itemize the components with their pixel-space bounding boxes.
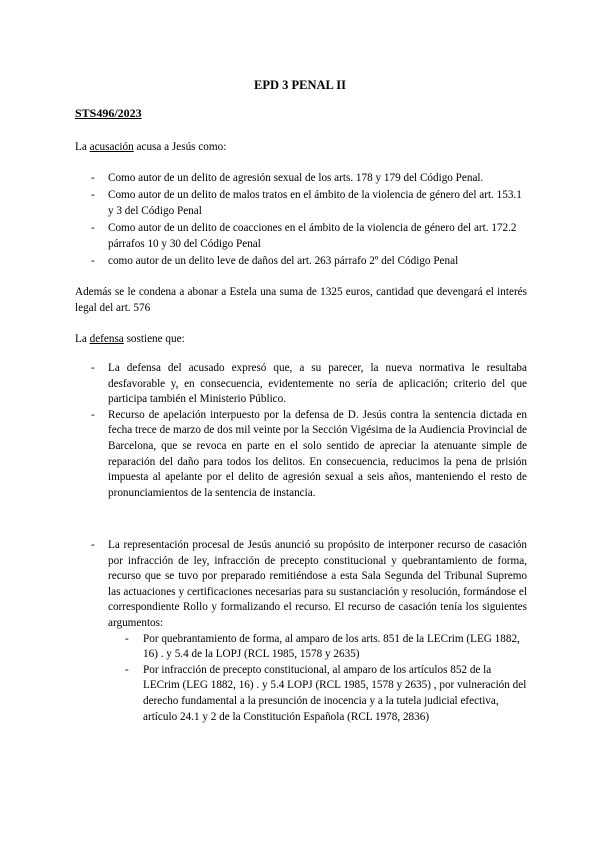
acusacion-list xyxy=(75,170,530,269)
acusacion-intro xyxy=(75,139,226,155)
case-reference: STS496/2023 xyxy=(75,106,142,120)
casacion-list xyxy=(75,538,527,725)
list-item xyxy=(75,538,527,725)
condena-paragraph: Además se le condena a abonar a Estela una suma de 1325 euros, cantidad que devengará el interés legal del art. 576 xyxy=(75,286,527,314)
list-item: - La defensa del acusado expresó que, a su parecer, la nueva normativa le resultaba desfavorable y, en consecuencia, evidentemente no sería de aplicación; criterio del que participa también el Ministerio Público. xyxy=(75,361,527,408)
acusacion-keyword: acusación xyxy=(89,141,134,153)
acusacion-intro-pre: La xyxy=(75,141,90,153)
list-item: - Como autor de un delito de agresión sexual de los arts. 178 y 179 del Código Penal. xyxy=(75,170,530,187)
defensa-list xyxy=(75,361,527,501)
defensa-intro-post: sostiene que: xyxy=(123,333,185,345)
defensa-keyword: defensa xyxy=(89,333,124,345)
acusacion-intro-post: acusa a Jesús como: xyxy=(133,141,227,153)
casacion-paragraph: - La representación procesal de Jesús anunció su propósito de interponer recurso de casación por infracción de ley, infracción de precepto constitucional y quebrantamiento de forma, recurso que se tuvo por preparado remitiéndose a esta Sala Segunda del Tribunal Supremo las actuaciones y certificaciones necesarias para su sustanciación y resolución, formándose el correspondiente Rollo y formalizando el recurso. El recurso de casación tenía los siguientes argumentos: xyxy=(108,539,527,629)
list-item: - como autor de un delito leve de daños del art. 263 párrafo 2º del Código Penal xyxy=(75,253,530,270)
list-item: - Recurso de apelación interpuesto por la defensa de D. Jesús contra la sentencia dictada en fecha trece de marzo de dos mil veinte por la Sección Vigésima de la Audiencia Provincial de Barcelona, que se revoca en parte en el solo sentido de apreciar la atenuante simple de reparación del daño para todos los delitos. En consecuencia, reducimos la pena de prisión impuesta al apelante por el delito de agresión sexual a seis años, manteniendo el resto de pronunciamientos de la sentencia de instancia. xyxy=(75,408,527,502)
list-item: - Como autor de un delito de coacciones en el ámbito de la violencia de género del art. 172.2 párrafos 10 y 30 del Código Penal xyxy=(75,220,530,253)
defensa-intro-pre: La xyxy=(75,333,90,345)
sub-list-item: - Por quebrantamiento de forma, al amparo de los arts. 851 de la LECrim (LEG 1882, 16) . y 5.4 de la LOPJ (RCL 1985, 1578 y 2635) xyxy=(125,632,527,663)
document-title: EPD 3 PENAL II xyxy=(253,78,347,92)
casacion-sublist xyxy=(125,632,527,726)
sub-list-item: - Por infracción de precepto constitucional, al amparo de los artículos 852 de la LECrim (LEG 1882, 16) . y 5.4 LOPJ (RCL 1985, 1578 y 2635) , por vulneración del derecho fundamental a la presunción de inocencia y a la tutela judicial efectiva, artículo 24.1 y 2 de la Constitución Española (RCL 1978, 2836) xyxy=(125,663,527,725)
defensa-intro xyxy=(75,331,185,347)
list-item: - Como autor de un delito de malos tratos en el ámbito de la violencia de género del art. 153.1 y 3 del Código Penal xyxy=(75,187,530,220)
